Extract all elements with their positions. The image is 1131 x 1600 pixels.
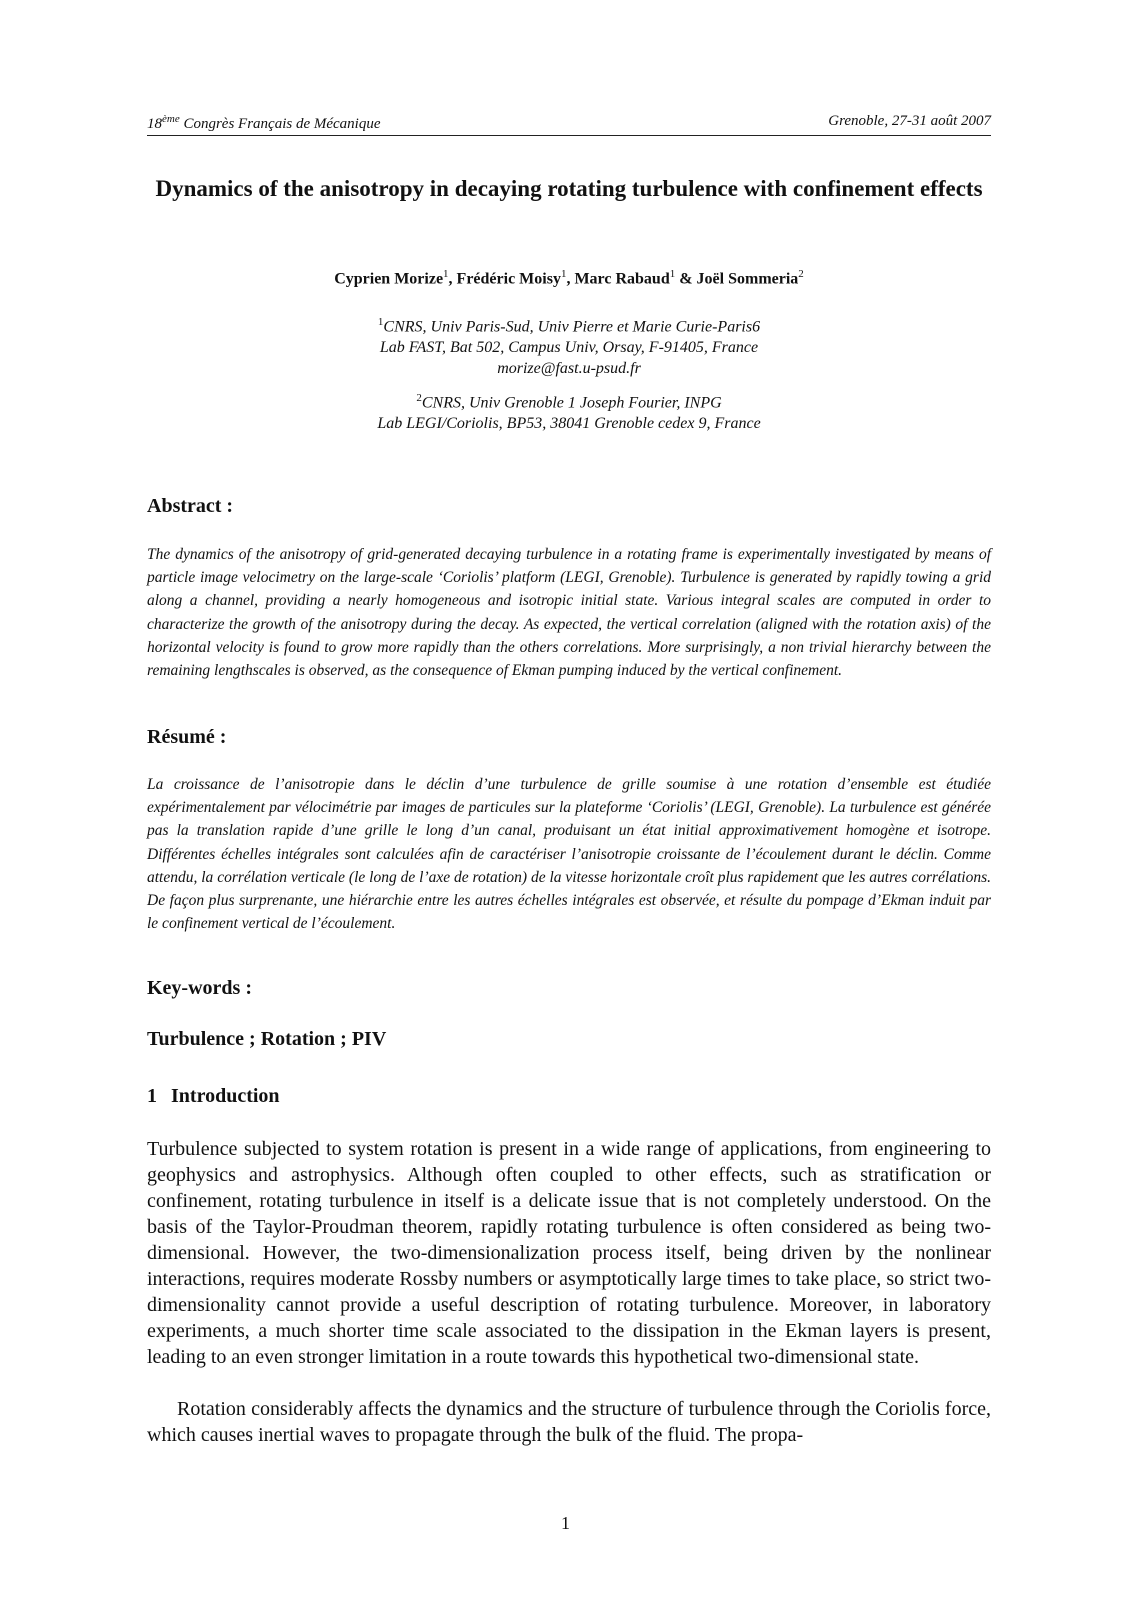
author-affiliation-mark: 1: [669, 268, 676, 280]
conference-ordinal: 18: [147, 116, 162, 132]
conference-title: Congrès Français de Mécanique: [183, 116, 381, 132]
author-affiliation-mark: 2: [798, 268, 804, 280]
section-number: 1: [147, 1085, 157, 1107]
conference-location-date: Grenoble, 27-31 août 2007: [828, 113, 991, 129]
author-affiliation-mark: 1: [560, 268, 567, 280]
introduction-heading: [147, 1085, 280, 1108]
conference-name: [147, 113, 381, 133]
affiliation-mark: 1: [377, 316, 384, 328]
resume-heading: Résumé :: [147, 726, 227, 748]
abstract-text: The dynamics of the anisotropy of grid-generated decaying turbulence in a rotating frame is experimentally investigated by means of particle image velocimetry on the large-scale ‘Coriolis’ platform (LEGI, Grenoble). Turbulence is generated by rapidly towing a grid along a channel, providing a nearly homogeneous and isotropic initial state. Various integral scales are computed in order to characterize the growth of the anisotropy during the decay. As expected, the vertical correlation (aligned with the rotation axis) of the horizontal velocity is found to grow more rapidly than the others correlations. More surprisingly, a non trivial hierarchy between the remaining lengthscales is observed, as the consequence of Ekman pumping induced by the vertical confinement.: [147, 546, 991, 680]
affiliation-2: [147, 388, 991, 434]
section-title: Introduction: [171, 1085, 280, 1107]
author-separator: ,: [566, 270, 575, 288]
paper-title: Dynamics of the anisotropy in decaying rotating turbulence with confinement effects: [155, 176, 983, 201]
affiliation-line: [147, 312, 991, 337]
keywords-heading: Key-words :: [147, 977, 252, 999]
affiliation-address: Lab LEGI/Coriolis, BP53, 38041 Grenoble cedex 9, France: [377, 415, 761, 433]
affiliation-mark: 2: [416, 392, 422, 404]
author-affiliation-mark: 1: [443, 268, 449, 280]
author-email: morize@fast.u-psud.fr: [497, 360, 641, 378]
introduction-paragraph-1: Turbulence subjected to system rotation is present in a wide range of applications, from engineering to geophysics and astrophysics. Although often coupled to other effects, such as stratification or confinement, rotating turbulence in itself is a delicate issue that is not completely understood. On the basis of the Taylor-Proudman theorem, rapidly rotating turbulence is often considered as being two-dimensional. However, the two-dimensionalization process itself, being driven by the nonlinear interactions, requires moderate Rossby numbers or asymptotically large times to take place, so strict two-dimensionality cannot provide a useful description of rotating turbulence. Moreover, in laboratory experiments, a much shorter time scale associated to the dissipation in the Ekman layers is present, leading to an even stronger limitation in a route towards this hypothetical two-dimensional state.: [147, 1138, 991, 1368]
affiliation-address: Lab FAST, Bat 502, Campus Univ, Orsay, F-91405, France: [379, 339, 759, 357]
author: Joël Sommeria: [696, 270, 799, 288]
affiliation-line: [147, 388, 991, 413]
affiliation-institution: CNRS, Univ Paris-Sud, Univ Pierre et Marie Curie-Paris6: [383, 318, 761, 336]
keywords-list: Turbulence ; Rotation ; PIV: [147, 1028, 387, 1050]
page-number: 1: [561, 1513, 570, 1533]
conference-ordinal-suffix: ème: [162, 113, 180, 125]
author: Marc Rabaud: [574, 270, 670, 288]
author: Frédéric Moisy: [456, 270, 561, 288]
affiliation-institution: CNRS, Univ Grenoble 1 Joseph Fourier, INPG: [421, 394, 722, 412]
running-header: [147, 109, 991, 136]
abstract-heading: Abstract :: [147, 495, 234, 517]
author-list: [147, 268, 991, 288]
author-separator: ,: [448, 270, 457, 288]
affiliation-1: [147, 312, 991, 379]
author: Cyprien Morize: [334, 270, 444, 288]
introduction-paragraph-2: Rotation considerably affects the dynamics and the structure of turbulence through the Coriolis force, which causes inertial waves to propagate through the bulk of the fluid. The propa-: [147, 1398, 991, 1446]
author-separator: &: [675, 270, 697, 288]
resume-text: La croissance de l’anisotropie dans le déclin d’une turbulence de grille soumise à une rotation d’ensemble est étudiée expérimentalement par vélocimétrie par images de particules sur la plateforme ‘Coriolis’ (LEGI, Grenoble). La turbulence est générée pas la translation rapide d’une grille le long d’un canal, produisant un état initial approximativement homogène et isotrope. Différentes échelles intégrales sont calculées afin de caractériser l’anisotropie croissante de l’écoulement durant le déclin. Comme attendu, la corrélation verticale (le long de l’axe de rotation) de la vitesse horizontale croît plus rapidement que les autres corrélations. De façon plus surprenante, une hiérarchie entre les autres échelles intégrales est observée, et résulte du pompage d’Ekman induit par le confinement vertical de l’écoulement.: [147, 776, 991, 933]
